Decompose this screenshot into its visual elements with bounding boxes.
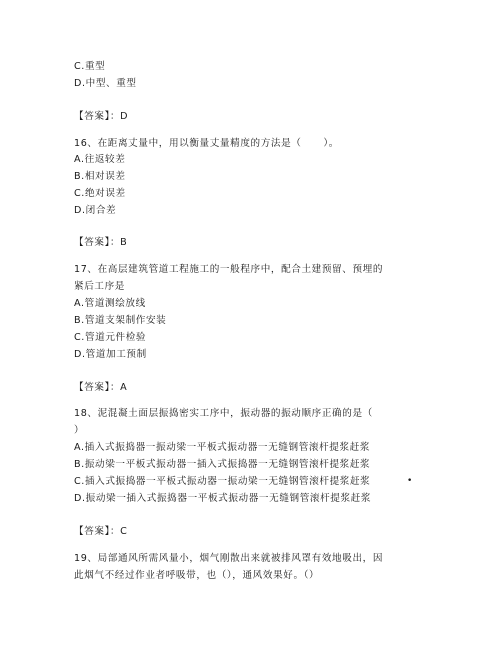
answer-17: 【答案】：A	[74, 382, 128, 393]
answer-15: 【答案】：D	[74, 111, 129, 122]
q16-option-c: C.绝对误差	[74, 188, 126, 199]
q18-option-c: C.插入式振捣器一平板式振动器一振动梁一无缝钢管滚杆提浆赶浆	[74, 476, 371, 487]
option-c-prev: C.重型	[74, 61, 106, 72]
option-marker-dot: •	[407, 476, 413, 486]
q16-option-a: A.往返较差	[74, 154, 126, 165]
question-16: 16、在距离丈量中，用以衡量丈量精度的方法是（ ）。	[74, 138, 339, 149]
option-d-prev: D.中型、重型	[74, 78, 137, 89]
answer-16: 【答案】：B	[74, 237, 128, 248]
q17-option-c: C.管道元件检验	[74, 332, 147, 343]
q18-option-b: B.振动梁一平板式振动器一插入式振捣器一无缝钢管滚杆提浆赶浆	[74, 459, 371, 470]
q16-option-b: B.相对误差	[74, 171, 126, 182]
q17-option-b: B.管道支架制作安装	[74, 315, 167, 326]
answer-18: 【答案】：C	[74, 526, 128, 537]
question-17-line-2: 紧后工序是	[74, 281, 125, 292]
q17-option-d: D.管道加工预制	[74, 349, 147, 360]
question-18-line-1: 18、泥混凝土面层振捣密实工序中，振动器的振动顺序正确的是（	[74, 408, 373, 419]
q18-option-a: A.插入式振捣器一振动梁一平板式振动器一无缝钢管滚杆提浆赶浆	[74, 442, 371, 453]
q17-option-a: A.管道测绘放线	[74, 298, 146, 309]
question-18-line-2: ）	[74, 425, 85, 436]
question-17-line-1: 17、在高层建筑管道工程施工的一般程序中，配合土建预留、预埋的	[74, 264, 384, 275]
question-19-line-1: 19、局部通风所需风量小，烟气刚散出来就被排风罩有效地吸出，因	[74, 553, 384, 564]
q18-option-d: D.振动梁一插入式振捣器一平板式振动器一无缝钢管滚杆提浆赶浆	[74, 493, 372, 504]
q16-option-d: D.闭合差	[74, 205, 117, 216]
question-19-line-2: 此烟气不经过作业者呼吸带，也（），通风效果好。（）	[74, 570, 320, 581]
